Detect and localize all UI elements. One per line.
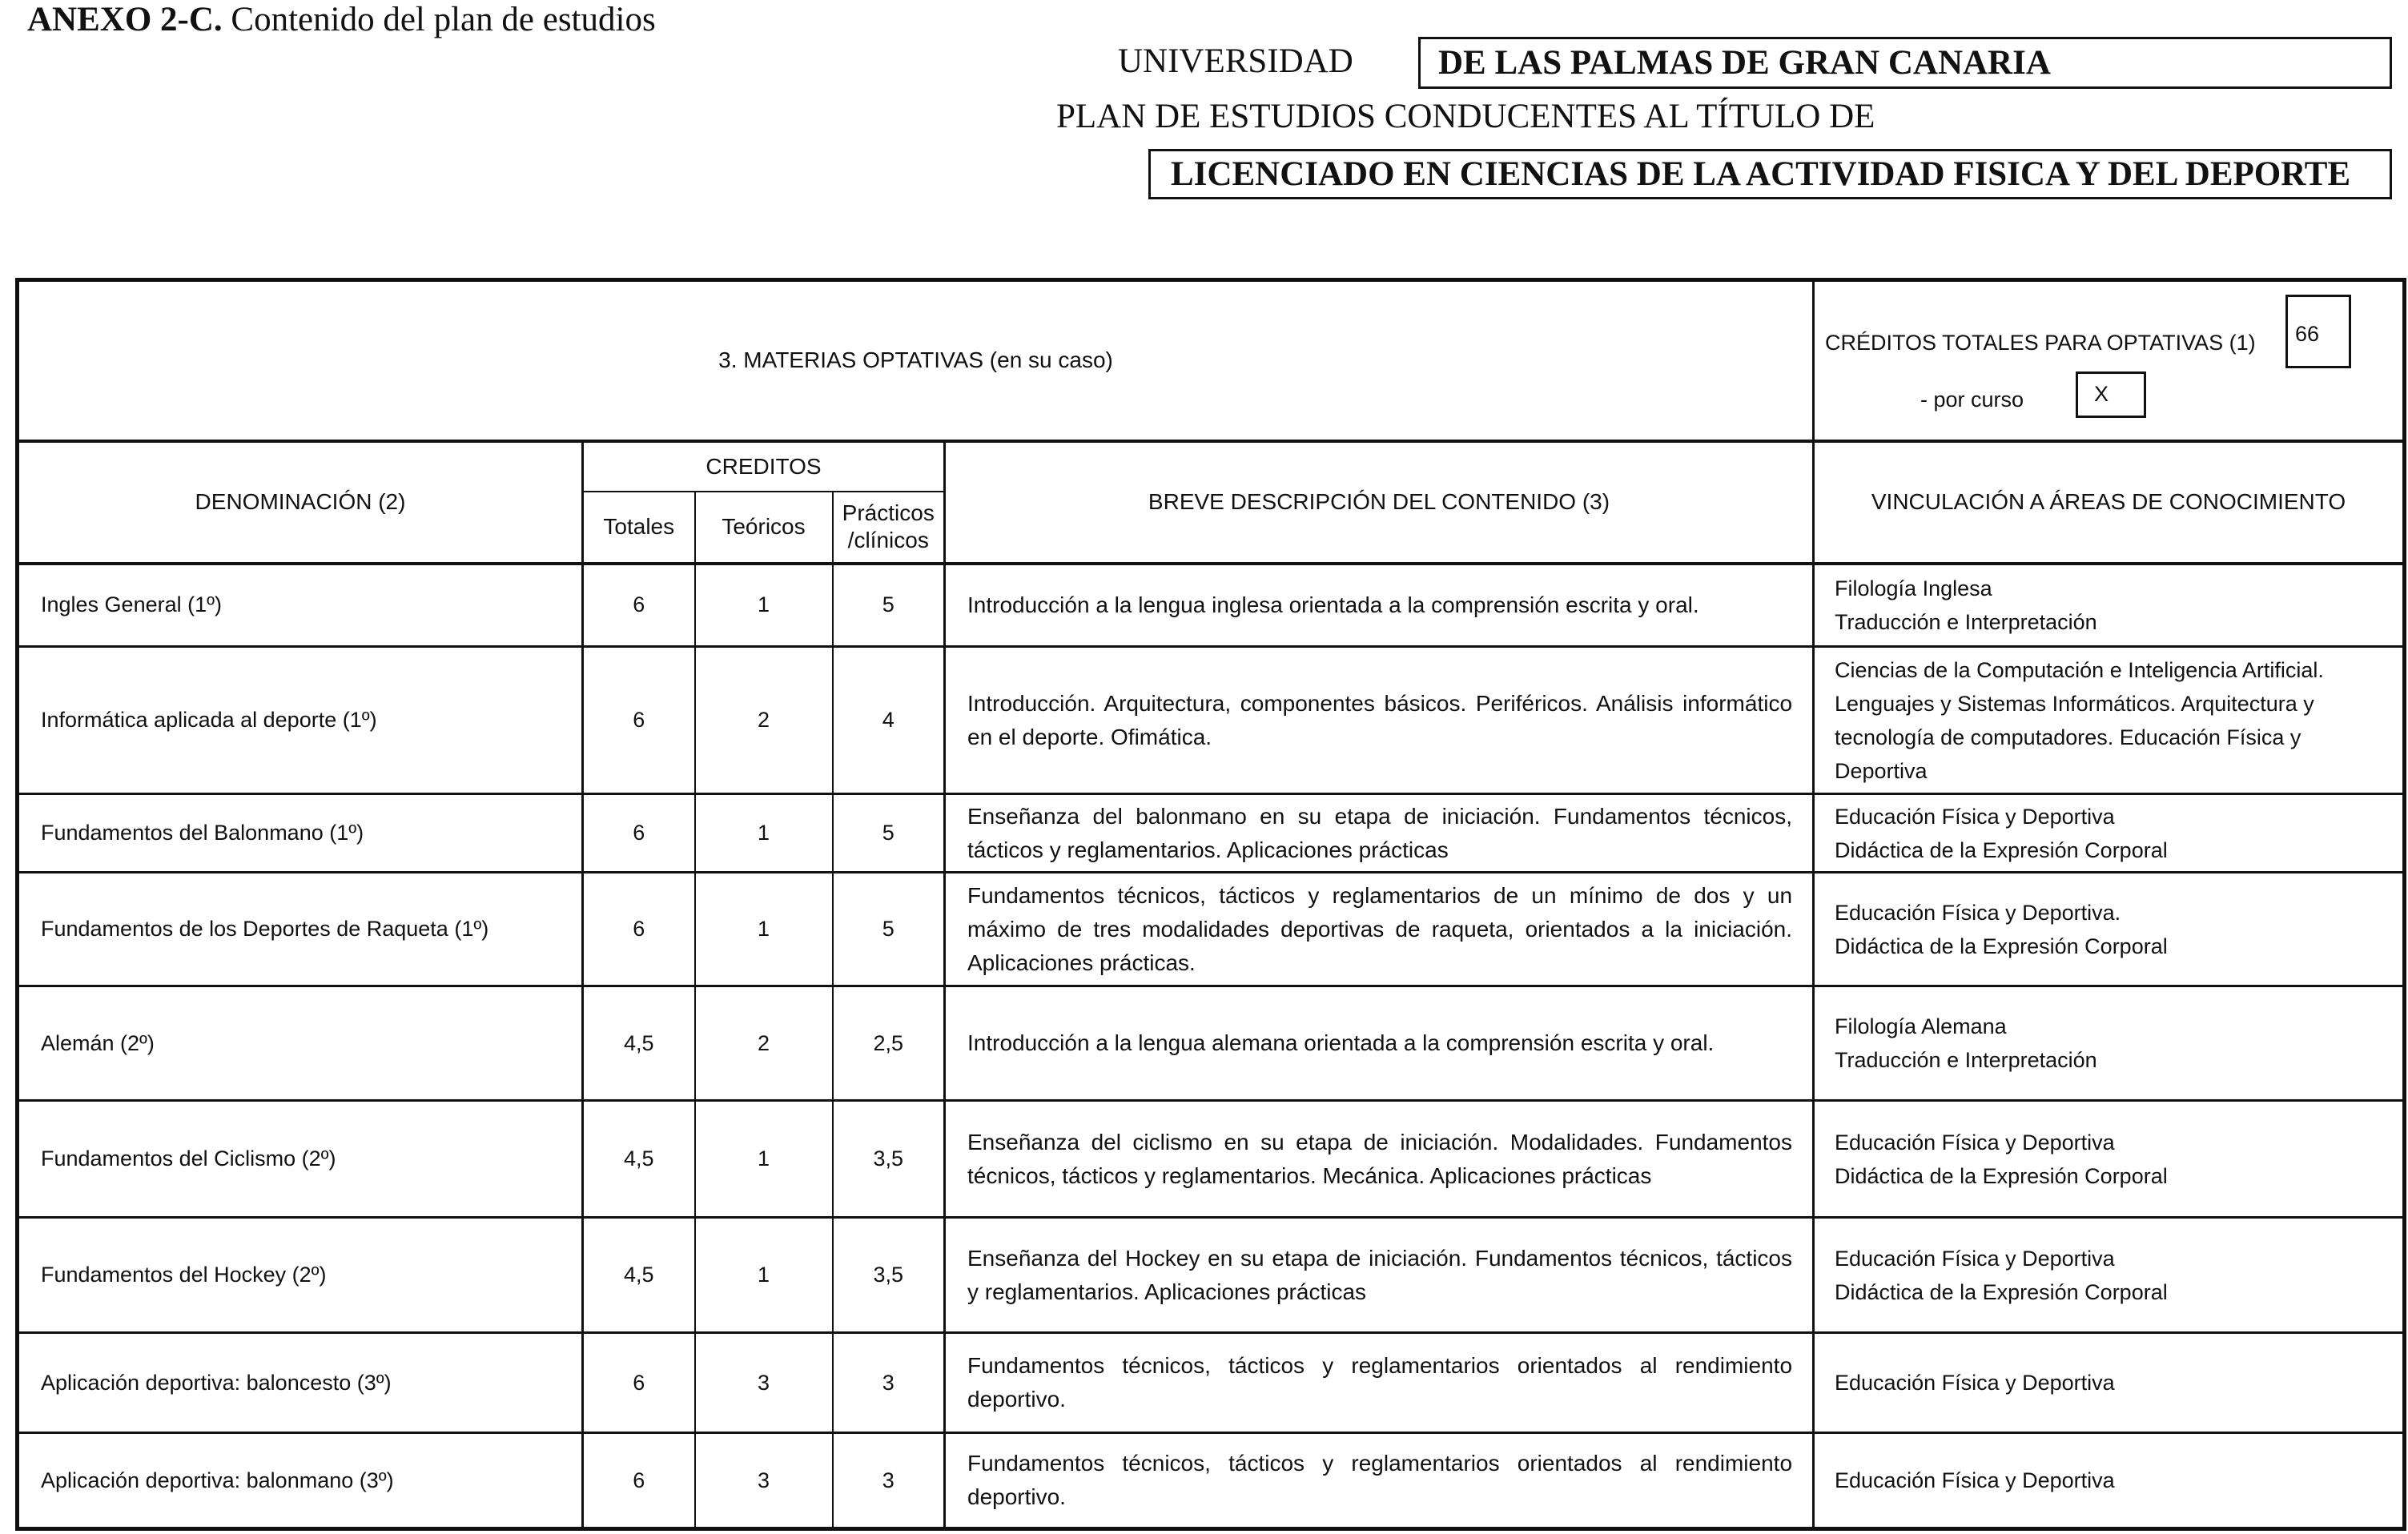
column-header-practice: Prácticos /clínicos (833, 492, 945, 564)
per-course-box (2076, 371, 2146, 418)
column-header-description: BREVE DESCRIPCIÓN DEL CONTENIDO (3) (945, 441, 1814, 564)
university-name: DE LAS PALMAS DE GRAN CANARIA (1438, 44, 2051, 82)
credits-theory-value: 3 (695, 1333, 833, 1433)
degree-name-box (1148, 149, 2392, 199)
annex-heading (27, 0, 656, 40)
total-credits-panel (1815, 283, 2402, 439)
column-header-theory: Teóricos (695, 492, 833, 564)
credits-total-value: 6 (583, 1333, 695, 1433)
knowledge-areas: Filología Inglesa Traducción e Interpretación (1814, 564, 2405, 647)
subject-row (18, 1101, 2405, 1218)
column-header-areas: VINCULACIÓN A ÁREAS DE CONOCIMIENTO (1814, 441, 2405, 564)
credits-total-value: 6 (583, 564, 695, 647)
total-credits-cell (1814, 280, 2405, 441)
knowledge-areas: Educación Física y Deportiva (1814, 1333, 2405, 1433)
credits-practice-value: 2,5 (833, 986, 945, 1101)
university-name-box (1418, 37, 2392, 89)
knowledge-areas: Educación Física y Deportiva Didáctica de la Expresión Corporal (1814, 1218, 2405, 1333)
subject-row (18, 794, 2405, 873)
credits-total-value: 4,5 (583, 986, 695, 1101)
credits-total-value: 6 (583, 873, 695, 986)
credits-total-value: 4,5 (583, 1218, 695, 1333)
section-header-row (18, 280, 2405, 441)
total-credits-box (2285, 295, 2351, 368)
subject-row (18, 1433, 2405, 1529)
knowledge-areas: Educación Física y Deportiva Didáctica de la Expresión Corporal (1814, 1101, 2405, 1218)
credits-total-value: 6 (583, 1433, 695, 1529)
subject-row (18, 564, 2405, 647)
subject-name: Fundamentos de los Deportes de Raqueta (1º) (18, 873, 583, 986)
subject-row (18, 1333, 2405, 1433)
credits-total-value: 4,5 (583, 1101, 695, 1218)
content-description: Introducción. Arquitectura, componentes básicos. Periféricos. Análisis informático en el deporte. Ofimática. (945, 647, 1814, 794)
subject-name: Fundamentos del Balonmano (1º) (18, 794, 583, 873)
credits-theory-value: 2 (695, 986, 833, 1101)
credits-total-value: 6 (583, 647, 695, 794)
total-credits-value: 66 (2295, 322, 2320, 347)
subject-name: Informática aplicada al deporte (1º) (18, 647, 583, 794)
credits-practice-value: 3 (833, 1333, 945, 1433)
credits-theory-value: 1 (695, 1101, 833, 1218)
content-description: Introducción a la lengua alemana orientada a la comprensión escrita y oral. (945, 986, 1814, 1101)
annex-label: ANEXO 2-C. (27, 1, 223, 38)
credits-theory-value: 1 (695, 564, 833, 647)
knowledge-areas: Ciencias de la Computación e Inteligencia Artificial. Lenguajes y Sistemas Informáticos. Arquitectura y tecnología de computadores. Educación Física y Deportiva (1814, 647, 2405, 794)
credits-practice-value: 3,5 (833, 1218, 945, 1333)
knowledge-areas: Filología Alemana Traducción e Interpretación (1814, 986, 2405, 1101)
column-header-totals: Totales (583, 492, 695, 564)
content-description: Fundamentos técnicos, tácticos y reglamentarios orientados al rendimiento deportivo. (945, 1433, 1814, 1529)
credits-theory-value: 1 (695, 873, 833, 986)
per-course-label: - por curso (1920, 387, 2024, 412)
column-header-name: DENOMINACIÓN (2) (18, 441, 583, 564)
content-description: Enseñanza del balonmano en su etapa de iniciación. Fundamentos técnicos, tácticos y reglamentarios. Aplicaciones prácticas (945, 794, 1814, 873)
content-description: Introducción a la lengua inglesa orientada a la comprensión escrita y oral. (945, 564, 1814, 647)
credits-practice-value: 4 (833, 647, 945, 794)
per-course-mark: X (2094, 382, 2109, 407)
knowledge-areas: Educación Física y Deportiva. Didáctica de la Expresión Corporal (1814, 873, 2405, 986)
total-credits-label: CRÉDITOS TOTALES PARA OPTATIVAS (1) (1825, 330, 2256, 355)
subject-name: Ingles General (1º) (18, 564, 583, 647)
subject-row (18, 873, 2405, 986)
knowledge-areas: Educación Física y Deportiva Didáctica de la Expresión Corporal (1814, 794, 2405, 873)
credits-theory-value: 3 (695, 1433, 833, 1529)
content-description: Enseñanza del ciclismo en su etapa de iniciación. Modalidades. Fundamentos técnicos, tácticos y reglamentarios. Mecánica. Aplicaciones prácticas (945, 1101, 1814, 1218)
optional-subjects-table (15, 278, 2406, 1531)
content-description: Fundamentos técnicos, tácticos y reglamentarios orientados al rendimiento deportivo. (945, 1333, 1814, 1433)
credits-theory-value: 1 (695, 794, 833, 873)
subject-row (18, 1218, 2405, 1333)
knowledge-areas: Educación Física y Deportiva (1814, 1433, 2405, 1529)
content-description: Enseñanza del Hockey en su etapa de iniciación. Fundamentos técnicos, tácticos y reglamentarios. Aplicaciones prácticas (945, 1218, 1814, 1333)
content-description: Fundamentos técnicos, tácticos y reglamentarios de un mínimo de dos y un máximo de tres modalidades deportivas de raqueta, orientados a la iniciación. Aplicaciones prácticas. (945, 873, 1814, 986)
subject-row (18, 647, 2405, 794)
subject-name: Fundamentos del Ciclismo (2º) (18, 1101, 583, 1218)
subject-name: Alemán (2º) (18, 986, 583, 1101)
credits-theory-value: 1 (695, 1218, 833, 1333)
subject-name: Aplicación deportiva: balonmano (3º) (18, 1433, 583, 1529)
subject-name: Aplicación deportiva: baloncesto (3º) (18, 1333, 583, 1433)
credits-theory-value: 2 (695, 647, 833, 794)
column-header-credits: CREDITOS (583, 441, 945, 492)
credits-practice-value: 3,5 (833, 1101, 945, 1218)
table-header (18, 280, 2405, 564)
university-label: UNIVERSIDAD (1118, 42, 1353, 80)
credits-practice-value: 5 (833, 564, 945, 647)
degree-name: LICENCIADO EN CIENCIAS DE LA ACTIVIDAD FISICA Y DEL DEPORTE (1171, 155, 2351, 193)
plan-label: PLAN DE ESTUDIOS CONDUCENTES AL TÍTULO DE (1056, 98, 1875, 135)
annex-title: Contenido del plan de estudios (231, 1, 656, 38)
subject-row (18, 986, 2405, 1101)
subject-rows (18, 564, 2405, 1529)
credits-total-value: 6 (583, 794, 695, 873)
section-title: 3. MATERIAS OPTATIVAS (en su caso) (18, 280, 1814, 441)
credits-practice-value: 5 (833, 794, 945, 873)
column-header-row (18, 441, 2405, 492)
credits-practice-value: 5 (833, 873, 945, 986)
subject-name: Fundamentos del Hockey (2º) (18, 1218, 583, 1333)
credits-practice-value: 3 (833, 1433, 945, 1529)
